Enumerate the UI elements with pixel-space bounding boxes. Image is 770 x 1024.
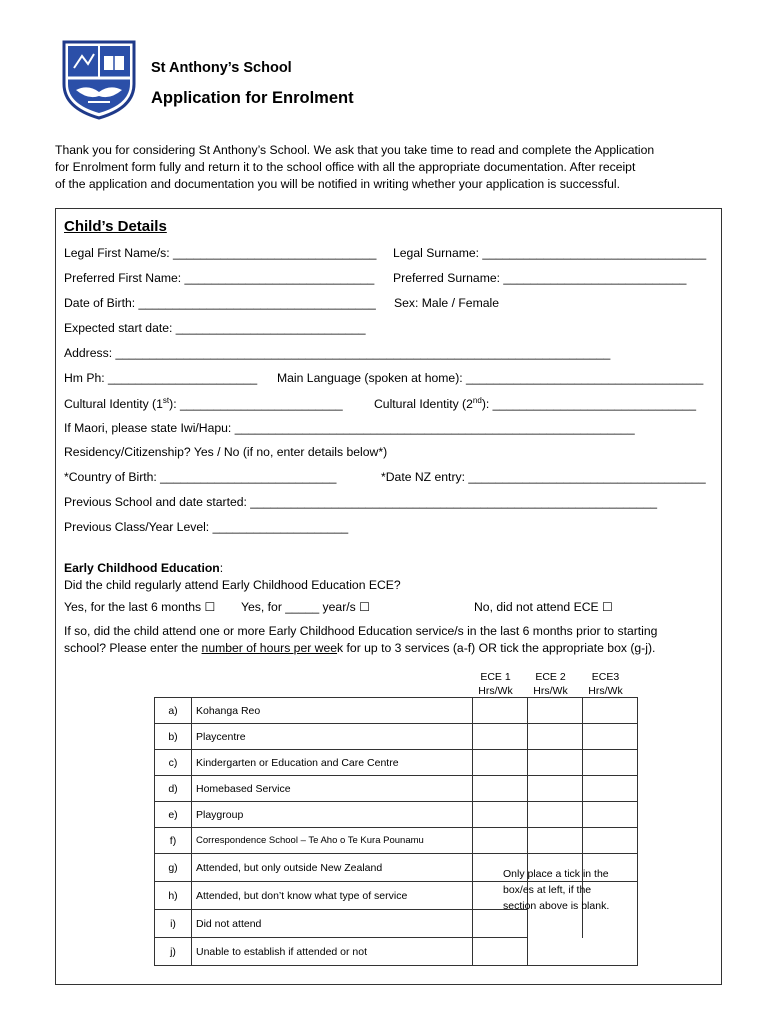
hours-cell[interactable] <box>528 724 583 750</box>
hours-cell[interactable] <box>583 724 638 750</box>
date-of-birth-field[interactable]: Date of Birth: ___________________________________ <box>64 296 376 310</box>
ece-col-unit: Hrs/Wk <box>588 685 623 697</box>
legal-surname-field[interactable]: Legal Surname: _________________________________ <box>393 246 707 260</box>
table-row <box>155 698 638 724</box>
cultural-identity-2-label: Cultural Identity (2 <box>374 397 473 412</box>
ece-question: Did the child regularly attend Early Childhood Education ECE? <box>64 578 401 592</box>
ece-title-colon: : <box>219 561 224 575</box>
tick-instruction-note: Only place a tick in the box/es at left, if the section above is blank. <box>503 868 610 912</box>
row-label: Playcentre <box>192 724 473 750</box>
ece-instruction-line: If so, did the child attend one or more Early Childhood Education service/s in the last 6 months prior to starting <box>64 624 658 638</box>
row-key: i) <box>155 910 192 938</box>
ece-section-title <box>64 561 223 575</box>
ece-title-text: Early Childhood Education <box>64 561 220 575</box>
row-key: g) <box>155 854 192 882</box>
ece-instruction-line <box>64 641 655 655</box>
table-row <box>155 750 638 776</box>
ece-col-name: ECE 2 <box>535 671 566 683</box>
childs-details-title: Child’s Details <box>64 218 167 235</box>
hours-cell[interactable] <box>528 776 583 802</box>
ece-1-header <box>468 670 523 698</box>
row-label: Kindergarten or Education and Care Centre <box>192 750 473 776</box>
ece-col-unit: Hrs/Wk <box>478 685 513 697</box>
row-label: Correspondence School – Te Aho o Te Kura Pounamu <box>192 828 473 854</box>
sex-field[interactable]: Sex: Male / Female <box>394 296 499 310</box>
hours-cell[interactable] <box>528 828 583 854</box>
cultural-identity-1-line: ): ________________________ <box>169 397 343 412</box>
row-key: h) <box>155 882 192 910</box>
table-row <box>155 828 638 854</box>
hours-cell[interactable] <box>528 750 583 776</box>
hours-cell[interactable] <box>528 802 583 828</box>
ece-option-years[interactable]: Yes, for _____ year/s ☐ <box>241 600 371 614</box>
row-key: d) <box>155 776 192 802</box>
ece-option-last-6-months[interactable]: Yes, for the last 6 months ☐ <box>64 600 216 614</box>
row-label: Did not attend <box>192 910 473 938</box>
row-key: a) <box>155 698 192 724</box>
hours-cell[interactable] <box>583 828 638 854</box>
form-title: Application for Enrolment <box>151 89 354 107</box>
school-crest-logo <box>58 38 140 120</box>
row-label: Kohanga Reo <box>192 698 473 724</box>
ece-col-name: ECE 1 <box>480 671 511 683</box>
hours-cell[interactable] <box>583 698 638 724</box>
hours-cell[interactable] <box>473 698 528 724</box>
preferred-surname-field[interactable]: Preferred Surname: ___________________________ <box>393 271 687 285</box>
date-nz-entry-field[interactable]: *Date NZ entry: ___________________________________ <box>381 470 706 484</box>
preferred-first-name-field[interactable]: Preferred First Name: ____________________________ <box>64 271 375 285</box>
cultural-identity-1-label: Cultural Identity (1 <box>64 397 163 412</box>
hours-cell[interactable] <box>583 802 638 828</box>
superscript: st <box>162 396 170 405</box>
row-label: Homebased Service <box>192 776 473 802</box>
cultural-identity-2-field[interactable] <box>374 396 696 411</box>
iwi-hapu-field[interactable]: If Maori, please state Iwi/Hapu: ___________________________________________________________ <box>64 421 635 435</box>
row-key: e) <box>155 802 192 828</box>
intro-paragraph <box>55 142 725 194</box>
row-key: f) <box>155 828 192 854</box>
previous-class-field[interactable]: Previous Class/Year Level: ____________________ <box>64 520 349 534</box>
row-key: b) <box>155 724 192 750</box>
table-row <box>155 724 638 750</box>
intro-line: of the application and documentation you will be notified in writing whether your application is successful. <box>55 177 621 192</box>
superscript: nd <box>472 396 482 405</box>
main-language-field[interactable]: Main Language (spoken at home): ___________________________________ <box>277 371 704 385</box>
ece-col-unit: Hrs/Wk <box>533 685 568 697</box>
country-of-birth-field[interactable]: *Country of Birth: __________________________ <box>64 470 337 484</box>
hours-cell[interactable] <box>473 828 528 854</box>
row-label: Attended, but only outside New Zealand <box>192 854 473 882</box>
ece-option-did-not-attend[interactable]: No, did not attend ECE ☐ <box>474 600 613 614</box>
home-phone-field[interactable]: Hm Ph: ______________________ <box>64 371 258 385</box>
hours-cell[interactable] <box>583 776 638 802</box>
intro-line: for Enrolment form fully and return it to the school office with all the appropriate documentation. After receipt <box>55 160 636 175</box>
hours-cell[interactable] <box>473 724 528 750</box>
table-row <box>155 776 638 802</box>
ece-instruction-pre: school? Please enter the <box>64 641 202 655</box>
hours-cell[interactable] <box>528 698 583 724</box>
row-key: j) <box>155 938 192 966</box>
ece-3-header <box>578 670 633 698</box>
legal-first-name-field[interactable]: Legal First Name/s: ______________________________ <box>64 246 377 260</box>
ece-col-name: ECE3 <box>591 671 620 683</box>
row-label: Playgroup <box>192 802 473 828</box>
address-field[interactable]: Address: _________________________________________________________________________ <box>64 346 611 360</box>
row-label: Attended, but don’t know what type of service <box>192 882 473 910</box>
ece-2-header <box>523 670 578 698</box>
hours-cell[interactable] <box>473 802 528 828</box>
expected-start-date-field[interactable]: Expected start date: ____________________________ <box>64 321 366 335</box>
ece-instruction-post: k for up to 3 services (a-f) OR tick the appropriate box (g-j). <box>337 641 656 655</box>
school-name: St Anthony’s School <box>151 60 292 76</box>
cultural-identity-1-field[interactable] <box>64 396 343 411</box>
hours-cell[interactable] <box>473 776 528 802</box>
hours-cell[interactable] <box>583 750 638 776</box>
previous-school-field[interactable]: Previous School and date started: ____________________________________________________________ <box>64 495 657 509</box>
residency-field[interactable]: Residency/Citizenship? Yes / No (if no, enter details below*) <box>64 445 388 459</box>
row-key: c) <box>155 750 192 776</box>
intro-line: Thank you for considering St Anthony’s School. We ask that you take time to read and complete the Application <box>55 143 655 157</box>
ece-instruction-underlined: number of hours per wee <box>201 641 338 655</box>
hours-cell[interactable] <box>473 750 528 776</box>
table-row <box>155 802 638 828</box>
row-label: Unable to establish if attended or not <box>192 938 473 966</box>
cultural-identity-2-line: ): ______________________________ <box>481 397 696 412</box>
